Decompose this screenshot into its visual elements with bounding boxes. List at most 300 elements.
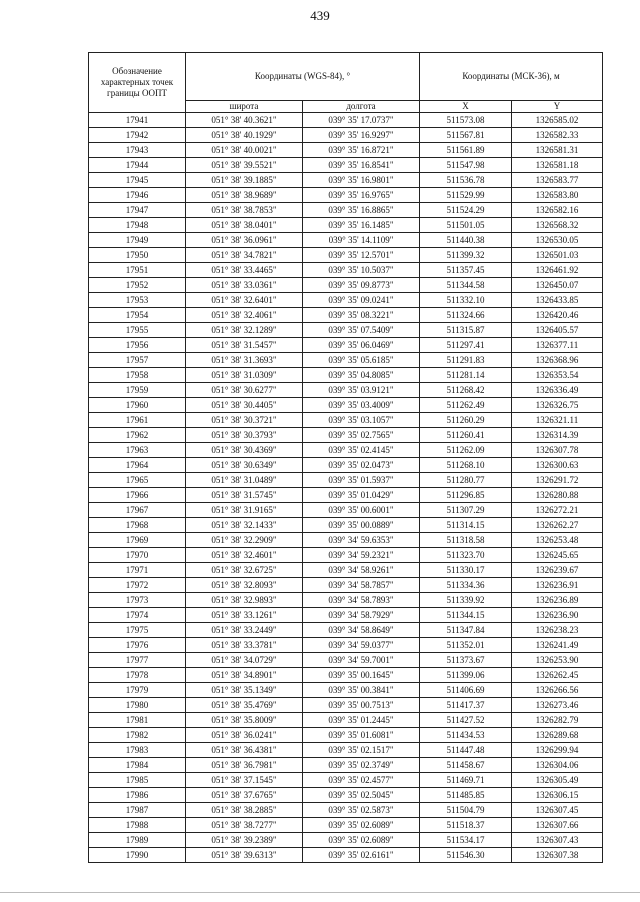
y-coordinate-cell: 1326307.45 [512, 803, 603, 818]
x-coordinate-cell: 511524.29 [420, 203, 512, 218]
table-row [89, 188, 603, 203]
table-row [89, 458, 603, 473]
x-coordinate-cell: 511260.29 [420, 413, 512, 428]
point-id-cell: 17950 [89, 248, 186, 263]
longitude-cell: 039° 35' 01.6081" [303, 728, 420, 743]
point-id-cell: 17968 [89, 518, 186, 533]
latitude-cell: 051° 38' 30.4405" [186, 398, 303, 413]
point-id-cell: 17980 [89, 698, 186, 713]
y-coordinate-cell: 1326581.18 [512, 158, 603, 173]
y-coordinate-cell: 1326262.45 [512, 668, 603, 683]
x-coordinate-cell: 511417.37 [420, 698, 512, 713]
latitude-cell: 051° 38' 32.4601" [186, 548, 303, 563]
x-coordinate-cell: 511427.52 [420, 713, 512, 728]
longitude-cell: 039° 35' 01.2445" [303, 713, 420, 728]
y-coordinate-cell: 1326501.03 [512, 248, 603, 263]
point-id-cell: 17973 [89, 593, 186, 608]
latitude-cell: 051° 38' 36.0241" [186, 728, 303, 743]
point-id-cell: 17988 [89, 818, 186, 833]
table-row [89, 308, 603, 323]
y-coordinate-cell: 1326253.48 [512, 533, 603, 548]
point-id-cell: 17966 [89, 488, 186, 503]
latitude-cell: 051° 38' 33.4465" [186, 263, 303, 278]
y-coordinate-cell: 1326306.15 [512, 788, 603, 803]
latitude-cell: 051° 38' 32.9893" [186, 593, 303, 608]
latitude-cell: 051° 38' 32.1433" [186, 518, 303, 533]
y-coordinate-cell: 1326321.11 [512, 413, 603, 428]
y-coordinate-cell: 1326241.49 [512, 638, 603, 653]
msk36-header: Координаты (МСК-36), м [420, 53, 603, 101]
table-row [89, 848, 603, 863]
bottom-rule [0, 892, 640, 893]
x-coordinate-cell: 511307.29 [420, 503, 512, 518]
table-row [89, 788, 603, 803]
latitude-cell: 051° 38' 30.3793" [186, 428, 303, 443]
point-id-cell: 17960 [89, 398, 186, 413]
x-coordinate-cell: 511534.17 [420, 833, 512, 848]
point-id-cell: 17957 [89, 353, 186, 368]
table-row [89, 443, 603, 458]
y-coordinate-cell: 1326307.38 [512, 848, 603, 863]
latitude-cell: 051° 38' 40.0021" [186, 143, 303, 158]
point-id-cell: 17947 [89, 203, 186, 218]
point-id-cell: 17989 [89, 833, 186, 848]
longitude-cell: 039° 35' 00.0889" [303, 518, 420, 533]
point-id-cell: 17948 [89, 218, 186, 233]
table-body [89, 113, 603, 863]
x-coordinate-cell: 511399.06 [420, 668, 512, 683]
longitude-cell: 039° 35' 02.1517" [303, 743, 420, 758]
x-coordinate-cell: 511547.98 [420, 158, 512, 173]
latitude-cell: 051° 38' 35.1349" [186, 683, 303, 698]
point-id-cell: 17979 [89, 683, 186, 698]
latitude-cell: 051° 38' 32.2909" [186, 533, 303, 548]
point-id-cell: 17978 [89, 668, 186, 683]
x-coordinate-cell: 511334.36 [420, 578, 512, 593]
table-row [89, 473, 603, 488]
latitude-cell: 051° 38' 35.4769" [186, 698, 303, 713]
table-row [89, 728, 603, 743]
table-row [89, 158, 603, 173]
latitude-cell: 051° 38' 31.0489" [186, 473, 303, 488]
table-row [89, 128, 603, 143]
y-coordinate-cell: 1326336.49 [512, 383, 603, 398]
table-row [89, 653, 603, 668]
latitude-cell: 051° 38' 33.3781" [186, 638, 303, 653]
longitude-cell: 039° 34' 59.0377" [303, 638, 420, 653]
x-coordinate-cell: 511296.85 [420, 488, 512, 503]
point-id-cell: 17945 [89, 173, 186, 188]
latitude-cell: 051° 38' 38.7277" [186, 818, 303, 833]
longitude-cell: 039° 34' 59.6353" [303, 533, 420, 548]
y-coordinate-cell: 1326377.11 [512, 338, 603, 353]
longitude-cell: 039° 35' 03.1057" [303, 413, 420, 428]
point-id-cell: 17964 [89, 458, 186, 473]
latitude-cell: 051° 38' 38.2885" [186, 803, 303, 818]
x-coordinate-cell: 511268.10 [420, 458, 512, 473]
table-row [89, 173, 603, 188]
table-row [89, 833, 603, 848]
table-row [89, 773, 603, 788]
point-id-cell: 17941 [89, 113, 186, 128]
table-row [89, 428, 603, 443]
longitude-cell: 039° 35' 03.4009" [303, 398, 420, 413]
y-coordinate-cell: 1326530.05 [512, 233, 603, 248]
x-coordinate-cell: 511347.84 [420, 623, 512, 638]
table-row [89, 368, 603, 383]
y-coordinate-cell: 1326272.21 [512, 503, 603, 518]
x-coordinate-cell: 511406.69 [420, 683, 512, 698]
y-coordinate-cell: 1326582.16 [512, 203, 603, 218]
latitude-cell: 051° 38' 36.0961" [186, 233, 303, 248]
point-id-cell: 17967 [89, 503, 186, 518]
latitude-cell: 051° 38' 36.7981" [186, 758, 303, 773]
latitude-cell: 051° 38' 38.0401" [186, 218, 303, 233]
longitude-cell: 039° 35' 09.8773" [303, 278, 420, 293]
x-coordinate-cell: 511447.48 [420, 743, 512, 758]
longitude-cell: 039° 35' 01.0429" [303, 488, 420, 503]
longitude-cell: 039° 35' 03.9121" [303, 383, 420, 398]
x-coordinate-cell: 511518.37 [420, 818, 512, 833]
longitude-cell: 039° 34' 59.2321" [303, 548, 420, 563]
x-coordinate-cell: 511344.58 [420, 278, 512, 293]
x-coordinate-cell: 511546.30 [420, 848, 512, 863]
point-id-cell: 17954 [89, 308, 186, 323]
x-coordinate-cell: 511373.67 [420, 653, 512, 668]
table-row [89, 488, 603, 503]
table-row [89, 638, 603, 653]
point-id-cell: 17952 [89, 278, 186, 293]
point-id-cell: 17953 [89, 293, 186, 308]
table-row [89, 518, 603, 533]
y-coordinate-cell: 1326238.23 [512, 623, 603, 638]
y-coordinate-cell: 1326585.02 [512, 113, 603, 128]
y-coordinate-cell: 1326568.32 [512, 218, 603, 233]
x-coordinate-cell: 511330.17 [420, 563, 512, 578]
latitude-cell: 051° 38' 39.6313" [186, 848, 303, 863]
latitude-cell: 051° 38' 33.2449" [186, 623, 303, 638]
y-coordinate-cell: 1326289.68 [512, 728, 603, 743]
x-coordinate-cell: 511314.15 [420, 518, 512, 533]
x-coordinate-cell: 511504.79 [420, 803, 512, 818]
x-coordinate-cell: 511485.85 [420, 788, 512, 803]
x-coordinate-cell: 511357.45 [420, 263, 512, 278]
x-coordinate-cell: 511281.14 [420, 368, 512, 383]
table-row [89, 263, 603, 278]
latitude-cell: 051° 38' 40.1929" [186, 128, 303, 143]
y-coordinate-cell: 1326253.90 [512, 653, 603, 668]
point-id-cell: 17976 [89, 638, 186, 653]
wgs84-header: Координаты (WGS-84), ° [186, 53, 420, 101]
longitude-cell: 039° 35' 02.5873" [303, 803, 420, 818]
point-id-cell: 17977 [89, 653, 186, 668]
table-row [89, 233, 603, 248]
latitude-cell: 051° 38' 31.5745" [186, 488, 303, 503]
point-id-cell: 17984 [89, 758, 186, 773]
x-coordinate-cell: 511536.78 [420, 173, 512, 188]
table-row [89, 578, 603, 593]
x-coordinate-cell: 511262.09 [420, 443, 512, 458]
table-row [89, 353, 603, 368]
y-coordinate-cell: 1326450.07 [512, 278, 603, 293]
point-id-cell: 17955 [89, 323, 186, 338]
point-id-cell: 17962 [89, 428, 186, 443]
y-coordinate-cell: 1326581.31 [512, 143, 603, 158]
point-id-cell: 17961 [89, 413, 186, 428]
table-row [89, 698, 603, 713]
latitude-cell: 051° 38' 34.8901" [186, 668, 303, 683]
latitude-cell: 051° 38' 31.0309" [186, 368, 303, 383]
x-coordinate-cell: 511440.38 [420, 233, 512, 248]
longitude-cell: 039° 35' 07.5409" [303, 323, 420, 338]
table-row [89, 608, 603, 623]
table-row [89, 248, 603, 263]
x-coordinate-cell: 511291.83 [420, 353, 512, 368]
point-id-header: Обозначение характерных точек границы ООПТ [89, 53, 186, 113]
table-row [89, 593, 603, 608]
point-id-cell: 17958 [89, 368, 186, 383]
longitude-cell: 039° 35' 16.9297" [303, 128, 420, 143]
y-coordinate-cell: 1326307.78 [512, 443, 603, 458]
longitude-cell: 039° 35' 10.5037" [303, 263, 420, 278]
point-id-cell: 17943 [89, 143, 186, 158]
x-coordinate-cell: 511352.01 [420, 638, 512, 653]
x-coordinate-cell: 511573.08 [420, 113, 512, 128]
x-coordinate-cell: 511318.58 [420, 533, 512, 548]
longitude-cell: 039° 35' 16.8721" [303, 143, 420, 158]
latitude-cell: 051° 38' 32.8093" [186, 578, 303, 593]
longitude-cell: 039° 34' 58.9261" [303, 563, 420, 578]
longitude-cell: 039° 35' 00.3841" [303, 683, 420, 698]
y-header: Y [512, 101, 603, 113]
latitude-cell: 051° 38' 35.8009" [186, 713, 303, 728]
table-row [89, 503, 603, 518]
x-coordinate-cell: 511280.77 [420, 473, 512, 488]
table-row [89, 548, 603, 563]
y-coordinate-cell: 1326239.67 [512, 563, 603, 578]
table-row [89, 668, 603, 683]
longitude-cell: 039° 34' 58.7893" [303, 593, 420, 608]
y-coordinate-cell: 1326291.72 [512, 473, 603, 488]
y-coordinate-cell: 1326236.90 [512, 608, 603, 623]
point-id-cell: 17959 [89, 383, 186, 398]
x-coordinate-cell: 511323.70 [420, 548, 512, 563]
longitude-cell: 039° 35' 14.1109" [303, 233, 420, 248]
point-id-cell: 17983 [89, 743, 186, 758]
x-coordinate-cell: 511344.15 [420, 608, 512, 623]
y-coordinate-cell: 1326368.96 [512, 353, 603, 368]
point-id-cell: 17972 [89, 578, 186, 593]
longitude-cell: 039° 35' 05.6185" [303, 353, 420, 368]
point-id-cell: 17982 [89, 728, 186, 743]
x-coordinate-cell: 511529.99 [420, 188, 512, 203]
point-id-cell: 17951 [89, 263, 186, 278]
longitude-cell: 039° 35' 00.1645" [303, 668, 420, 683]
y-coordinate-cell: 1326280.88 [512, 488, 603, 503]
table-row [89, 278, 603, 293]
table-row [89, 203, 603, 218]
y-coordinate-cell: 1326236.91 [512, 578, 603, 593]
longitude-cell: 039° 35' 17.0737" [303, 113, 420, 128]
longitude-cell: 039° 35' 16.8541" [303, 158, 420, 173]
x-coordinate-cell: 511567.81 [420, 128, 512, 143]
x-coordinate-cell: 511434.53 [420, 728, 512, 743]
x-coordinate-cell: 511315.87 [420, 323, 512, 338]
longitude-cell: 039° 35' 02.6089" [303, 818, 420, 833]
latitude-cell: 051° 38' 33.0361" [186, 278, 303, 293]
x-coordinate-cell: 511469.71 [420, 773, 512, 788]
longitude-cell: 039° 35' 16.8865" [303, 203, 420, 218]
latitude-cell: 051° 38' 38.7853" [186, 203, 303, 218]
latitude-cell: 051° 38' 30.3721" [186, 413, 303, 428]
longitude-cell: 039° 35' 12.5701" [303, 248, 420, 263]
longitude-cell: 039° 35' 00.6001" [303, 503, 420, 518]
longitude-cell: 039° 34' 58.8649" [303, 623, 420, 638]
x-coordinate-cell: 511458.67 [420, 758, 512, 773]
x-coordinate-cell: 511399.32 [420, 248, 512, 263]
longitude-cell: 039° 35' 02.6161" [303, 848, 420, 863]
page-number: 439 [310, 8, 330, 23]
y-coordinate-cell: 1326299.94 [512, 743, 603, 758]
y-coordinate-cell: 1326582.33 [512, 128, 603, 143]
longitude-cell: 039° 35' 00.7513" [303, 698, 420, 713]
x-coordinate-cell: 511332.10 [420, 293, 512, 308]
y-coordinate-cell: 1326300.63 [512, 458, 603, 473]
y-coordinate-cell: 1326314.39 [512, 428, 603, 443]
longitude-cell: 039° 35' 06.0469" [303, 338, 420, 353]
point-id-cell: 17965 [89, 473, 186, 488]
y-coordinate-cell: 1326583.77 [512, 173, 603, 188]
longitude-cell: 039° 35' 02.4145" [303, 443, 420, 458]
table-row [89, 623, 603, 638]
latitude-cell: 051° 38' 32.1289" [186, 323, 303, 338]
table-row [89, 143, 603, 158]
y-coordinate-cell: 1326236.89 [512, 593, 603, 608]
y-coordinate-cell: 1326307.66 [512, 818, 603, 833]
longitude-cell: 039° 35' 16.9765" [303, 188, 420, 203]
table-row [89, 383, 603, 398]
latitude-cell: 051° 38' 31.9165" [186, 503, 303, 518]
y-coordinate-cell: 1326405.57 [512, 323, 603, 338]
table-row [89, 713, 603, 728]
latitude-cell: 051° 38' 32.6725" [186, 563, 303, 578]
latitude-cell: 051° 38' 33.1261" [186, 608, 303, 623]
table-row [89, 533, 603, 548]
table-row [89, 218, 603, 233]
point-id-cell: 17974 [89, 608, 186, 623]
x-coordinate-cell: 511561.89 [420, 143, 512, 158]
y-coordinate-cell: 1326245.65 [512, 548, 603, 563]
y-coordinate-cell: 1326583.80 [512, 188, 603, 203]
longitude-cell: 039° 35' 16.9801" [303, 173, 420, 188]
table-row [89, 758, 603, 773]
y-coordinate-cell: 1326326.75 [512, 398, 603, 413]
y-coordinate-cell: 1326420.46 [512, 308, 603, 323]
latitude-cell: 051° 38' 32.6401" [186, 293, 303, 308]
latitude-cell: 051° 38' 30.6277" [186, 383, 303, 398]
latitude-cell: 051° 38' 38.9689" [186, 188, 303, 203]
coordinates-table [88, 52, 603, 863]
point-id-cell: 17985 [89, 773, 186, 788]
header-row [89, 53, 603, 101]
latitude-header: широта [186, 101, 303, 113]
latitude-cell: 051° 38' 30.6349" [186, 458, 303, 473]
point-id-cell: 17981 [89, 713, 186, 728]
table-row [89, 323, 603, 338]
latitude-cell: 051° 38' 31.5457" [186, 338, 303, 353]
latitude-cell: 051° 38' 32.4061" [186, 308, 303, 323]
table-row [89, 803, 603, 818]
latitude-cell: 051° 38' 34.0729" [186, 653, 303, 668]
x-coordinate-cell: 511268.42 [420, 383, 512, 398]
latitude-cell: 051° 38' 34.7821" [186, 248, 303, 263]
longitude-cell: 039° 34' 58.7857" [303, 578, 420, 593]
latitude-cell: 051° 38' 31.3693" [186, 353, 303, 368]
y-coordinate-cell: 1326262.27 [512, 518, 603, 533]
y-coordinate-cell: 1326304.06 [512, 758, 603, 773]
table-row [89, 113, 603, 128]
table-row [89, 398, 603, 413]
longitude-cell: 039° 34' 59.7001" [303, 653, 420, 668]
y-coordinate-cell: 1326305.49 [512, 773, 603, 788]
table-row [89, 338, 603, 353]
y-coordinate-cell: 1326282.79 [512, 713, 603, 728]
table-row [89, 818, 603, 833]
latitude-cell: 051° 38' 40.3621" [186, 113, 303, 128]
x-coordinate-cell: 511297.41 [420, 338, 512, 353]
longitude-cell: 039° 35' 01.5937" [303, 473, 420, 488]
longitude-cell: 039° 35' 09.0241" [303, 293, 420, 308]
y-coordinate-cell: 1326307.43 [512, 833, 603, 848]
longitude-cell: 039° 34' 58.7929" [303, 608, 420, 623]
longitude-cell: 039° 35' 02.0473" [303, 458, 420, 473]
latitude-cell: 051° 38' 39.5521" [186, 158, 303, 173]
longitude-cell: 039° 35' 02.5045" [303, 788, 420, 803]
point-id-cell: 17944 [89, 158, 186, 173]
y-coordinate-cell: 1326433.85 [512, 293, 603, 308]
table-row [89, 743, 603, 758]
point-id-cell: 17990 [89, 848, 186, 863]
y-coordinate-cell: 1326273.46 [512, 698, 603, 713]
point-id-cell: 17946 [89, 188, 186, 203]
x-coordinate-cell: 511262.49 [420, 398, 512, 413]
table-row [89, 413, 603, 428]
y-coordinate-cell: 1326353.54 [512, 368, 603, 383]
point-id-cell: 17963 [89, 443, 186, 458]
longitude-cell: 039° 35' 16.1485" [303, 218, 420, 233]
longitude-cell: 039° 35' 08.3221" [303, 308, 420, 323]
x-coordinate-cell: 511501.05 [420, 218, 512, 233]
point-id-cell: 17975 [89, 623, 186, 638]
point-id-cell: 17987 [89, 803, 186, 818]
latitude-cell: 051° 38' 39.1885" [186, 173, 303, 188]
longitude-cell: 039° 35' 02.7565" [303, 428, 420, 443]
latitude-cell: 051° 38' 37.6765" [186, 788, 303, 803]
point-id-cell: 17986 [89, 788, 186, 803]
table-row [89, 293, 603, 308]
x-coordinate-cell: 511339.92 [420, 593, 512, 608]
point-id-cell: 17970 [89, 548, 186, 563]
latitude-cell: 051° 38' 30.4369" [186, 443, 303, 458]
x-coordinate-cell: 511260.41 [420, 428, 512, 443]
table-row [89, 683, 603, 698]
latitude-cell: 051° 38' 37.1545" [186, 773, 303, 788]
latitude-cell: 051° 38' 39.2389" [186, 833, 303, 848]
point-id-cell: 17971 [89, 563, 186, 578]
table-row [89, 563, 603, 578]
longitude-header: долгота [303, 101, 420, 113]
point-id-cell: 17942 [89, 128, 186, 143]
